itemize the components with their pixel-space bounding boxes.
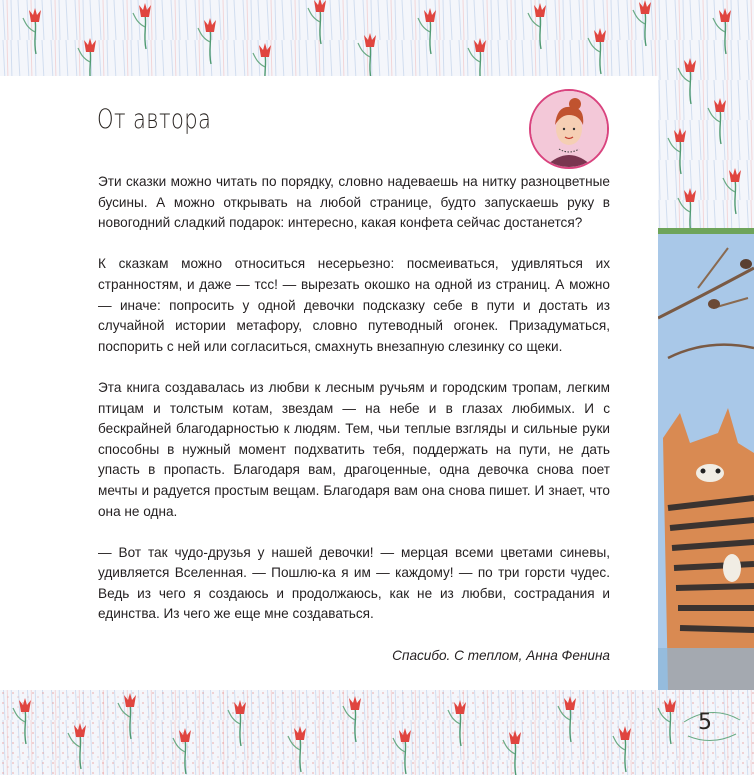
author-portrait-icon — [529, 89, 609, 169]
page-number: 5 — [698, 710, 712, 735]
signature: Спасибо. С теплом, Анна Фенина — [392, 647, 610, 663]
body-text — [98, 172, 610, 687]
paragraph: К сказкам можно относиться несерьезно: посмеиваться, удивляться их странностям, и даже — тсс! — вырезать окошко на одной из страниц. А можно — иначе: попросить у одной девочки подсказку себе в пути и достать из случайной истории метафору, словно путеводный огонек. Призадуматься, поспорить с ней или согласиться, смахнуть внезапную слезинку со щеки. — [98, 256, 610, 354]
page-title: От автора — [97, 104, 212, 135]
paragraph: Эта книга создавалась из любви к лесным ручьям и городским тропам, легким птицам и толстым котам, звездам — на небе и в глазах любимых. И с бескрайней благодарностью к людям. Тем, чьи теплые взгляды и сильные руки способны в нужный момент подхватить тебя, поддержать на пути, не дать упасть в пропасть. Благодаря вам, драгоценные, одна девочка снова поет мечты и радуется простым вещам. Благодаря вам она снова пишет. И знает, что она не одна. — [98, 379, 610, 519]
paragraph: Эти сказки можно читать по порядку, словно надеваешь на нитку разноцветные бусины. А можно открывать на любой странице, будто запускаешь руку в новогодний сладкий подарок: интересно, какая конфета сейчас достанется? — [98, 174, 610, 231]
page-number-decoration — [682, 700, 742, 746]
paragraph: — Вот так чудо-друзья у нашей девочки! — мерцая всеми цветами синевы, удивляется Вселенная. — Пошлю-ка я им — каждому! — по три горсти чудес. Ведь из чего я создаюсь и продолжаюсь, как не из любви, сострадания и единства. Из чего же еще мне создаваться. — [98, 544, 610, 622]
cat-illustration — [658, 228, 754, 690]
